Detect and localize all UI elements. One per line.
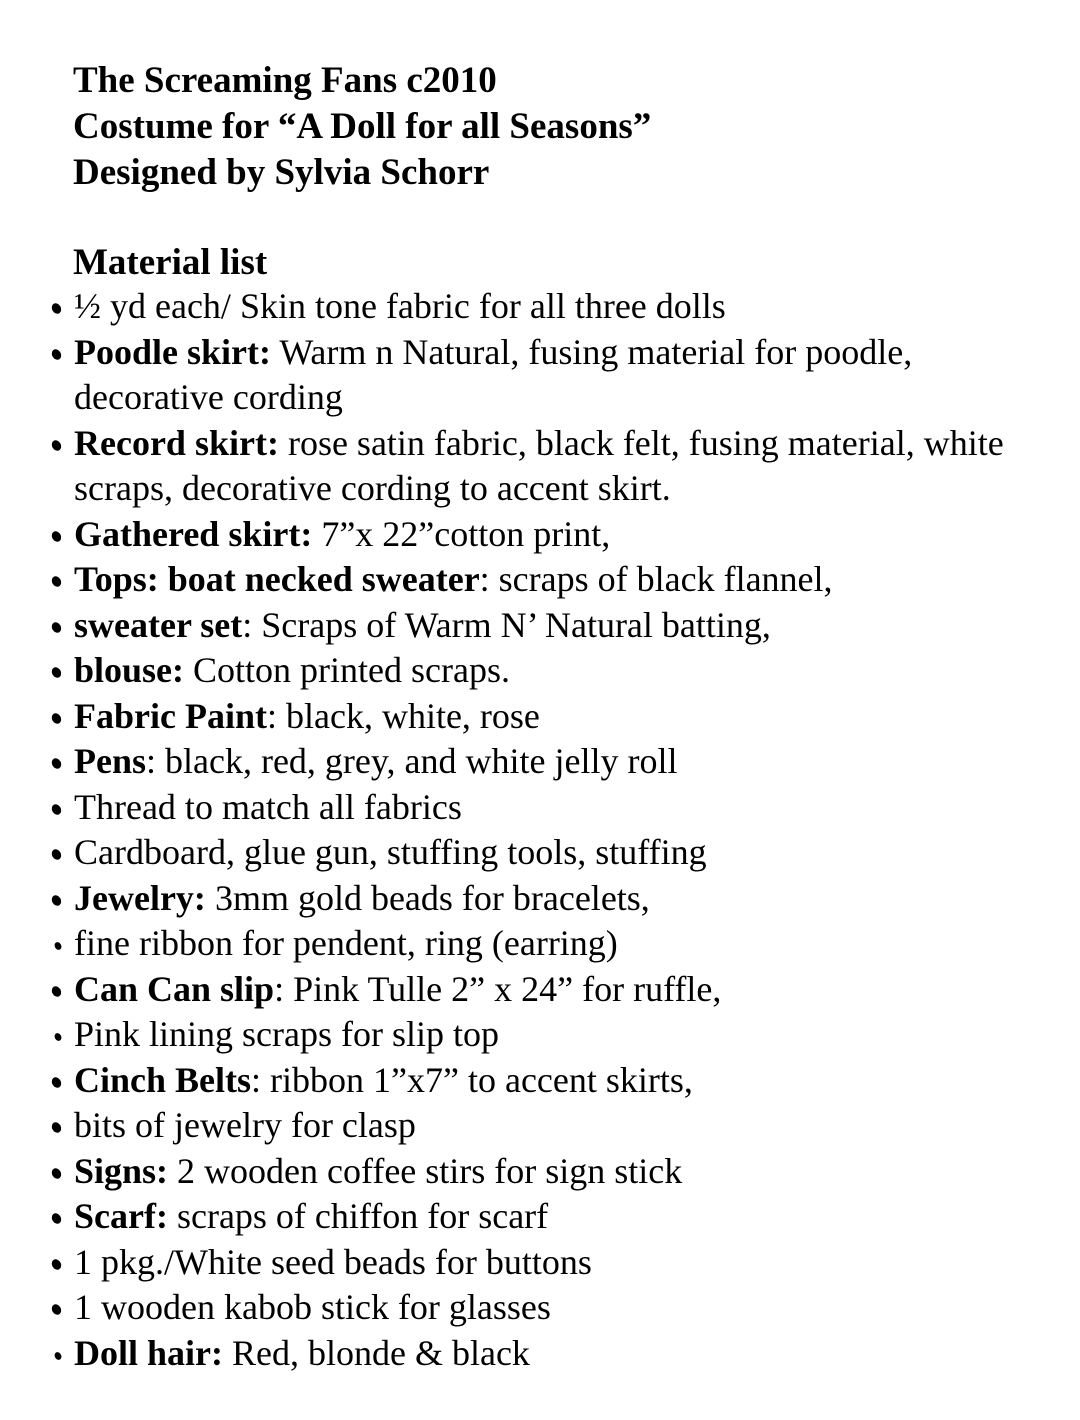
item-text: : black, red, grey, and white jelly roll bbox=[146, 741, 678, 781]
material-list bbox=[0, 284, 1080, 1376]
list-item bbox=[0, 830, 1080, 876]
material-list-title: Material list bbox=[73, 242, 268, 283]
list-item bbox=[0, 739, 1080, 785]
bullet-icon bbox=[50, 1257, 63, 1271]
bullet-icon bbox=[50, 711, 63, 725]
bullet-icon bbox=[50, 1121, 63, 1135]
list-item bbox=[0, 1012, 1080, 1058]
item-text: Warm n Natural, fusing material for poodle, decorative cording bbox=[74, 331, 913, 417]
header-title: The Screaming Fans c2010 bbox=[73, 60, 497, 101]
item-label: Cinch Belts bbox=[74, 1059, 252, 1100]
list-item bbox=[0, 512, 1080, 558]
list-item bbox=[0, 603, 1080, 649]
bullet-icon bbox=[50, 347, 63, 361]
item-label: Scarf: bbox=[74, 1196, 168, 1236]
header-designer: Designed by Sylvia Schorr bbox=[73, 152, 490, 193]
item-text: Cotton printed scraps. bbox=[184, 650, 510, 690]
list-item bbox=[0, 648, 1080, 694]
item-text: : Pink Tulle 2” x 24” for ruffle, bbox=[274, 968, 722, 1009]
item-text: bits of jewelry for clasp bbox=[74, 1105, 416, 1145]
bullet-icon bbox=[53, 941, 63, 951]
item-text: Pink lining scraps for slip top bbox=[74, 1014, 499, 1054]
item-label: blouse: bbox=[74, 650, 185, 690]
item-text: Red, blonde & black bbox=[223, 1332, 530, 1373]
list-item bbox=[0, 1240, 1080, 1286]
item-label: Record skirt: bbox=[74, 422, 279, 463]
item-text: scraps of chiffon for scarf bbox=[167, 1196, 549, 1236]
item-label: Signs: bbox=[74, 1150, 169, 1191]
list-item bbox=[0, 421, 1080, 512]
bullet-icon bbox=[50, 1303, 63, 1317]
item-label: Jewelry: bbox=[74, 877, 206, 918]
item-text: : ribbon 1”x7” to accent skirts, bbox=[251, 1059, 693, 1100]
bullet-icon bbox=[50, 438, 63, 452]
item-text: Cardboard, glue gun, stuffing tools, stuffing bbox=[74, 832, 707, 872]
bullet-icon bbox=[50, 575, 63, 589]
bullet-icon bbox=[50, 893, 63, 907]
bullet-icon bbox=[50, 848, 63, 862]
list-item bbox=[0, 1149, 1080, 1195]
item-label: Fabric Paint bbox=[74, 695, 267, 736]
item-label: Poodle skirt: bbox=[74, 331, 271, 372]
bullet-icon bbox=[50, 529, 63, 543]
header-costume-title: Costume for “A Doll for all Seasons” bbox=[73, 106, 652, 147]
item-text: 2 wooden coffee stirs for sign stick bbox=[168, 1150, 683, 1191]
list-item bbox=[0, 967, 1080, 1013]
list-item bbox=[0, 694, 1080, 740]
bullet-icon bbox=[53, 1350, 63, 1360]
list-item bbox=[0, 1058, 1080, 1104]
list-item bbox=[0, 330, 1080, 421]
list-item bbox=[0, 557, 1080, 603]
bullet-icon bbox=[50, 1212, 63, 1226]
list-item bbox=[0, 1103, 1080, 1149]
list-item bbox=[0, 785, 1080, 831]
bullet-icon bbox=[50, 302, 63, 316]
bullet-icon bbox=[50, 620, 63, 634]
bullet-icon bbox=[50, 757, 63, 771]
item-label: sweater set bbox=[74, 604, 243, 645]
item-label: Gathered skirt: bbox=[74, 513, 313, 554]
bullet-icon bbox=[50, 1166, 63, 1180]
bullet-icon bbox=[50, 984, 63, 998]
item-text: 1 wooden kabob stick for glasses bbox=[74, 1287, 551, 1327]
bullet-icon bbox=[53, 1032, 63, 1042]
list-item bbox=[0, 921, 1080, 967]
document-header bbox=[73, 58, 1033, 196]
item-text: 1 pkg./White seed beads for buttons bbox=[74, 1241, 592, 1282]
item-label: Can Can slip bbox=[74, 968, 275, 1009]
list-item bbox=[0, 1331, 1080, 1377]
bullet-icon bbox=[50, 802, 63, 816]
list-item bbox=[0, 876, 1080, 922]
item-text: 7”x 22”cotton print, bbox=[312, 513, 611, 554]
bullet-icon bbox=[50, 1075, 63, 1089]
list-item bbox=[0, 1285, 1080, 1331]
item-label: Pens bbox=[74, 741, 146, 781]
item-text: fine ribbon for pendent, ring (earring) bbox=[74, 923, 618, 963]
bullet-icon bbox=[50, 666, 63, 680]
list-item bbox=[0, 1194, 1080, 1240]
item-text: 3mm gold beads for bracelets, bbox=[205, 877, 650, 918]
item-text: : black, white, rose bbox=[266, 695, 540, 736]
item-text: Thread to match all fabrics bbox=[74, 786, 462, 827]
item-label: Doll hair: bbox=[74, 1332, 223, 1373]
item-label: Tops: boat necked sweater bbox=[74, 559, 480, 599]
item-text: : scraps of black flannel, bbox=[479, 559, 833, 599]
item-text: : Scraps of Warm N’ Natural batting, bbox=[242, 604, 771, 645]
item-text: ½ yd each/ Skin tone fabric for all three dolls bbox=[74, 286, 726, 326]
list-item bbox=[0, 284, 1080, 330]
item-text: rose satin fabric, black felt, fusing material, white scraps, decorative cording to accent skirt. bbox=[74, 422, 1004, 508]
